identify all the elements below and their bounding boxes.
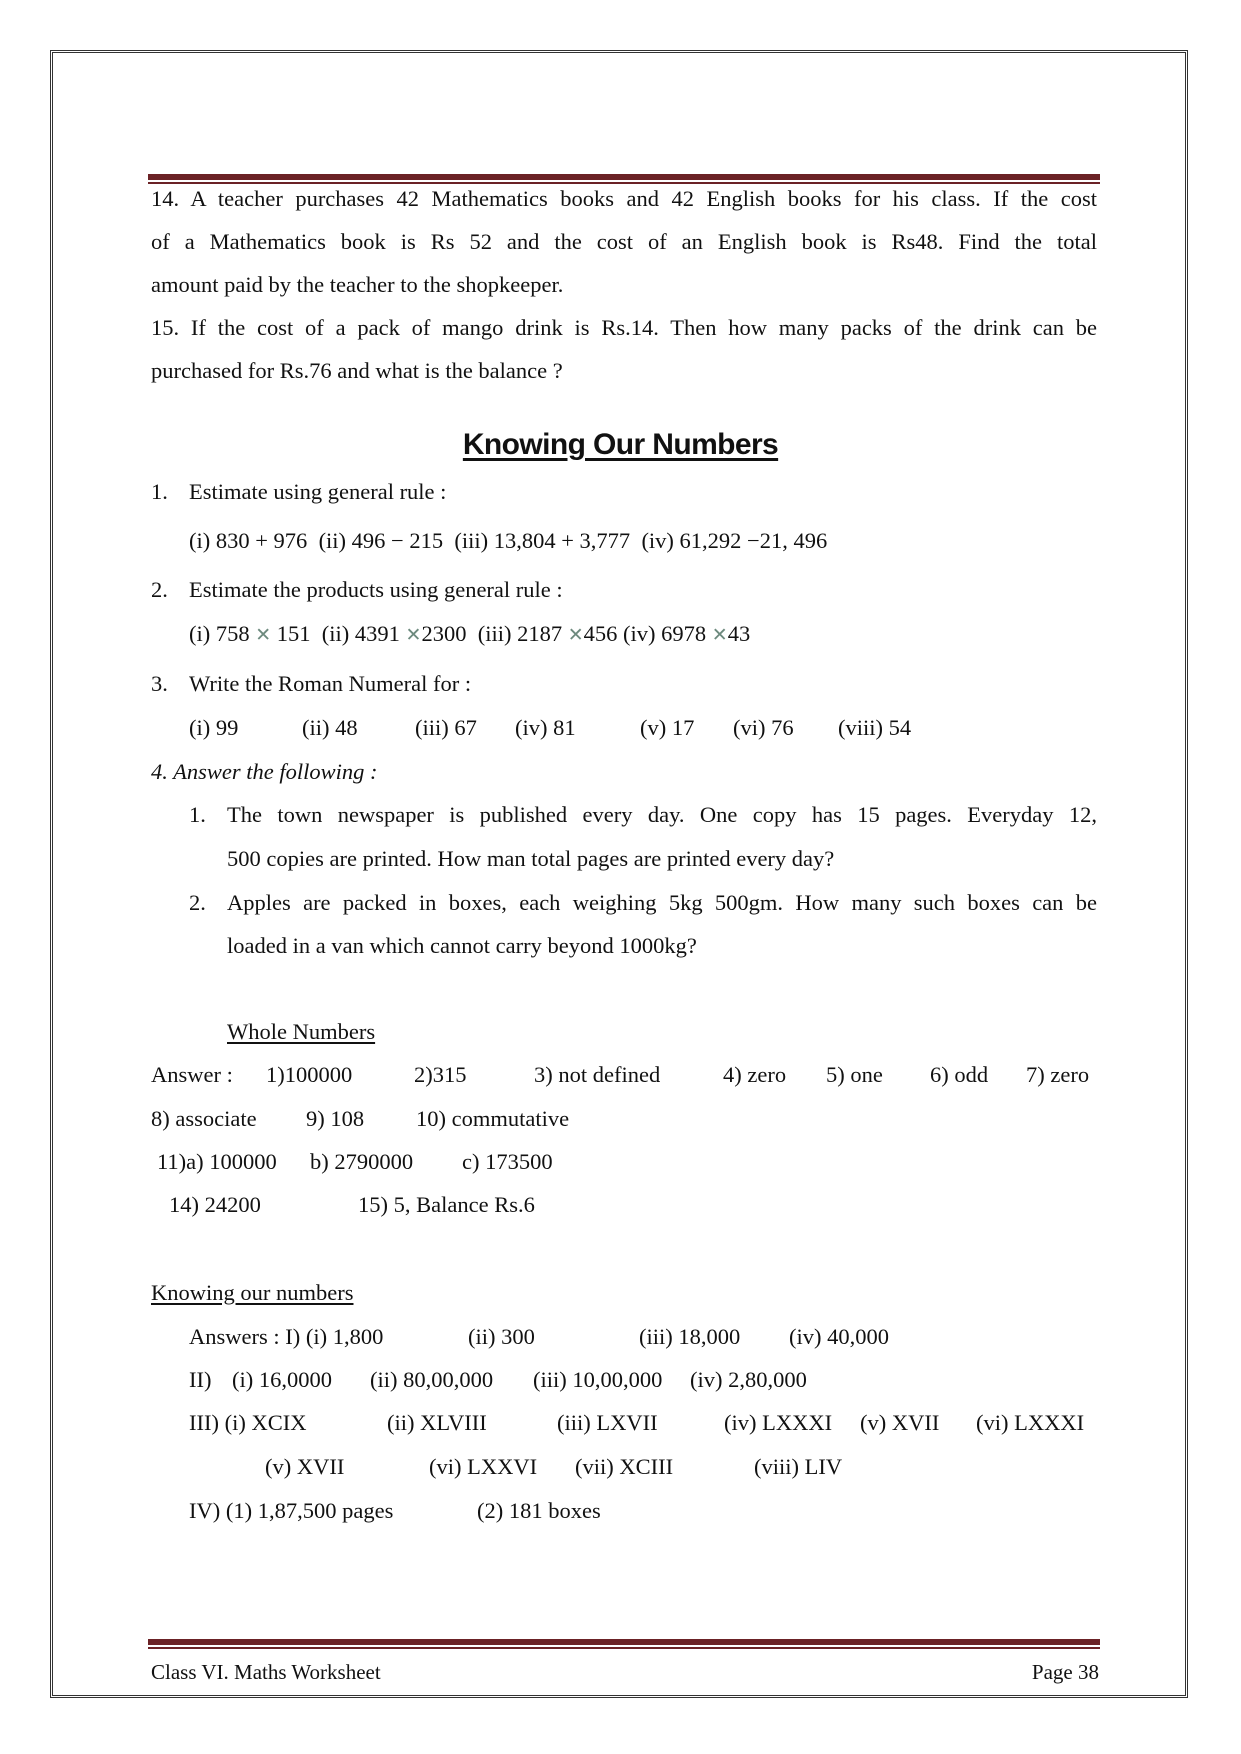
- whole-numbers-title: Whole Numbers: [227, 1019, 376, 1044]
- q4-label: 4. Answer the following :: [151, 759, 378, 784]
- multiply-icon: ✕: [711, 624, 728, 646]
- q1-label: Estimate using general rule :: [189, 479, 447, 504]
- multiply-icon: ✕: [255, 624, 272, 646]
- q4-item-2-line-2: loaded in a van which cannot carry beyond 1000kg?: [227, 933, 697, 958]
- footer-rule: [148, 1639, 1100, 1649]
- q3-label: Write the Roman Numeral for :: [189, 671, 472, 696]
- q14-line-1: 14. A teacher purchases 42 Mathematics books and 42 English books for his class. If the cost: [151, 186, 1097, 211]
- q4-item-2-line-1: Apples are packed in boxes, each weighing 5kg 500gm. How many such boxes can be: [227, 890, 1097, 915]
- section-title: Knowing Our Numbers: [462, 428, 779, 461]
- q15-line-1: 15. If the cost of a pack of mango drink is Rs.14. Then how many packs of the drink can be: [151, 315, 1097, 340]
- q4-item-1-line-1: The town newspaper is published every day. One copy has 15 pages. Everyday 12,: [227, 802, 1097, 827]
- multiply-icon: ✕: [405, 624, 422, 646]
- knowing-answers-title: Knowing our numbers: [151, 1280, 354, 1305]
- footer-title: Class VI. Maths Worksheet: [151, 1660, 381, 1684]
- q2-label: Estimate the products using general rule :: [189, 577, 563, 602]
- q3-number: 3.: [151, 671, 168, 696]
- multiply-icon: ✕: [567, 624, 584, 646]
- q2-parts: (i) 758 ✕ 151 (ii) 4391 ✕2300 (iii) 2187 ✕456 (iv) 6978 ✕43: [189, 621, 751, 646]
- q4-item-2-number: 2.: [189, 890, 206, 915]
- q1-number: 1.: [151, 479, 168, 504]
- page-number: Page 38: [1031, 1660, 1099, 1684]
- header-rule: [148, 174, 1100, 184]
- q1-parts: (i) 830 + 976 (ii) 496 − 215 (iii) 13,804 + 3,777 (iv) 61,292 −21, 496: [189, 528, 828, 553]
- q4-item-1-number: 1.: [189, 802, 206, 827]
- q15-line-2: purchased for Rs.76 and what is the balance ?: [151, 358, 563, 383]
- q4-item-1-line-2: 500 copies are printed. How man total pages are printed every day?: [227, 846, 835, 871]
- q14-line-2: of a Mathematics book is Rs 52 and the cost of an English book is Rs48. Find the total: [151, 229, 1097, 254]
- q14-line-3: amount paid by the teacher to the shopkeeper.: [151, 272, 564, 297]
- q2-number: 2.: [151, 577, 168, 602]
